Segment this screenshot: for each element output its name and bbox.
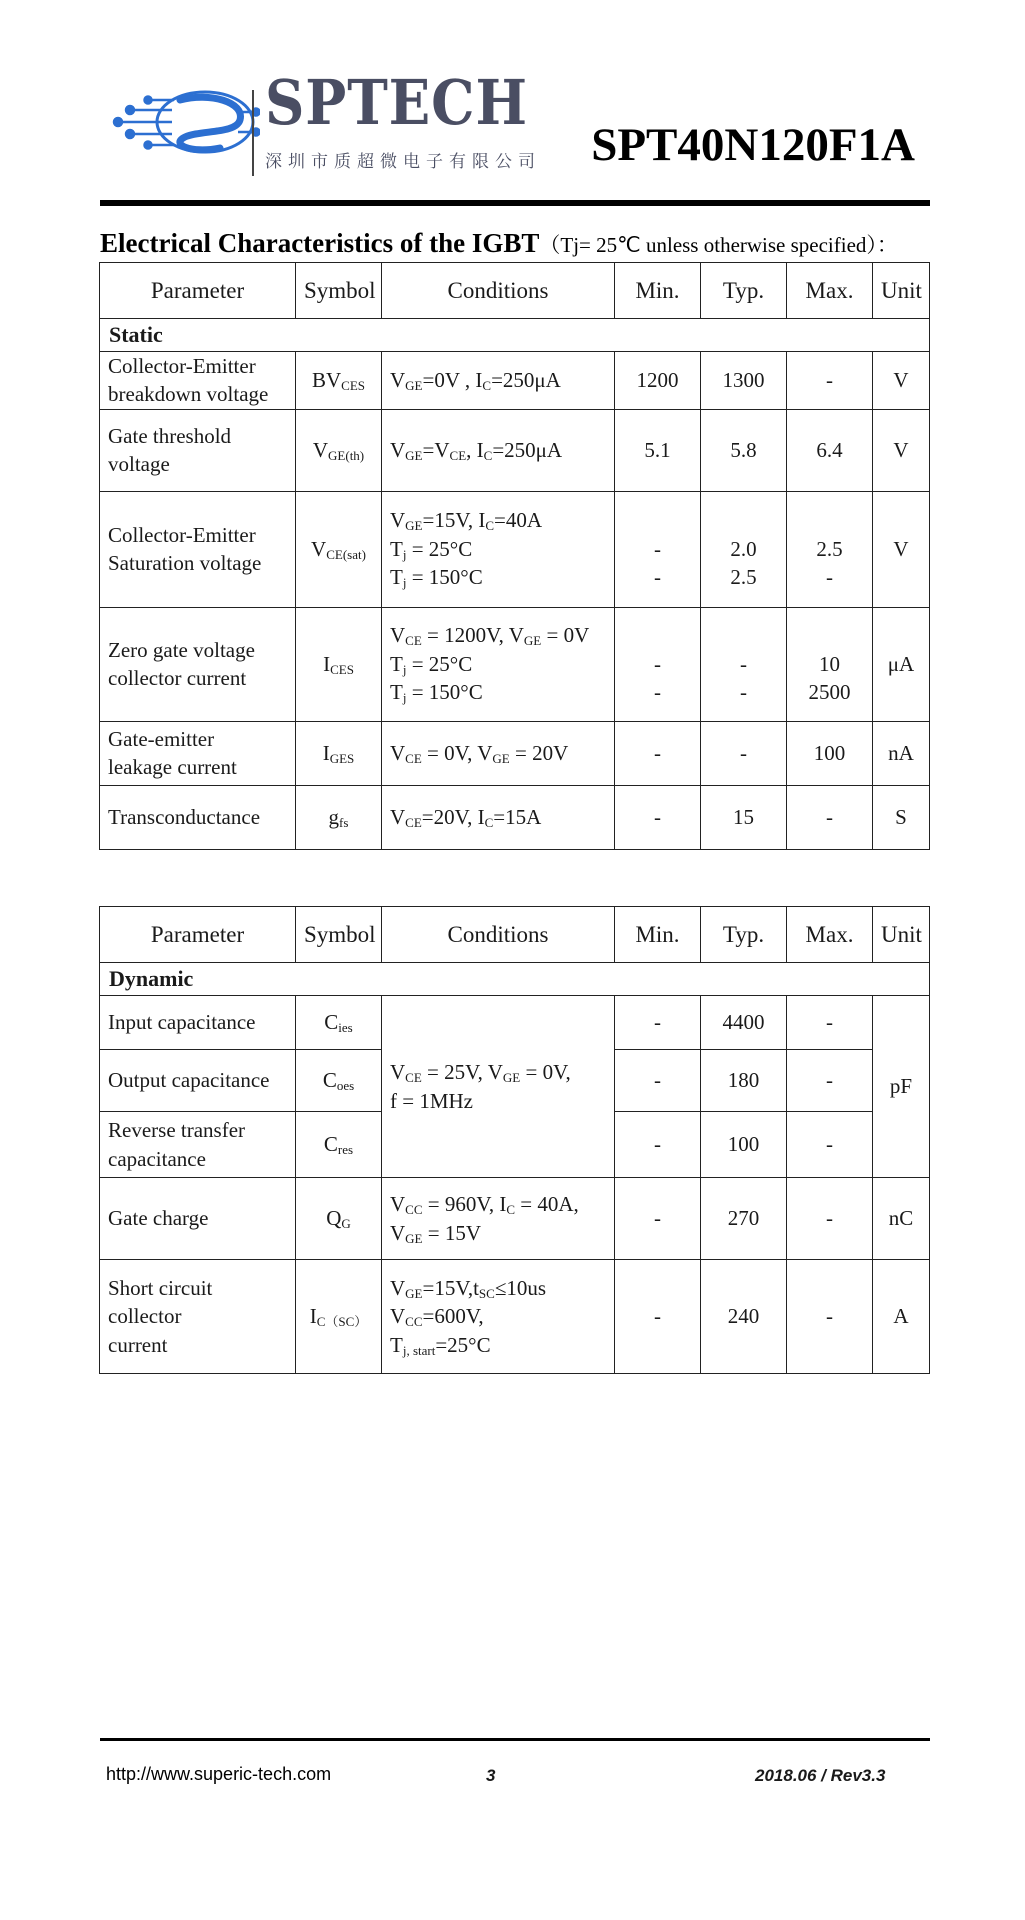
table-row (100, 1260, 930, 1374)
symbol-cell (296, 721, 382, 785)
min-cell: - - (615, 607, 701, 721)
col-typ: Typ. (701, 263, 787, 319)
unit-cell: nA (873, 721, 930, 785)
symbol-main: C (323, 1132, 338, 1157)
section-title-text: Electrical Characteristics of the IGBT (100, 228, 540, 258)
unit-cell: V (873, 409, 930, 491)
symbol-cell (296, 352, 382, 410)
parameter-cell: Transconductance (100, 785, 296, 849)
typ-cell: 270 (701, 1178, 787, 1260)
group-row (100, 319, 930, 352)
max-cell: - (787, 1112, 873, 1178)
symbol-subscript: CES (341, 378, 366, 394)
table-row (100, 352, 930, 410)
typ-cell: - - (701, 607, 787, 721)
typ-cell: 240 (701, 1260, 787, 1374)
parameter-cell: Collector-Emitter breakdown voltage (100, 352, 296, 410)
min-cell: - (615, 721, 701, 785)
typ-cell: 1300 (701, 352, 787, 410)
conditions-cell: $V_{GE}=15V,t_{SC}\le 10us$ $V_{CC}=600V$, $T_{j, start}=25^\circ C$ (382, 1260, 615, 1374)
symbol-main: V (311, 536, 327, 561)
symbol-subscript: CES (330, 661, 354, 677)
symbol-cell (296, 607, 382, 721)
typ-cell: 4400 (701, 996, 787, 1050)
max-cell: - (787, 785, 873, 849)
symbol-cell (296, 409, 382, 491)
conditions-cell: $V_{GE}=0V$ , $I_C=250\mu A$ (382, 352, 615, 410)
typ-cell: 5.8 (701, 409, 787, 491)
symbol-main: Q (326, 1206, 342, 1231)
symbol-cell (296, 1178, 382, 1260)
symbol-cell (296, 785, 382, 849)
static-characteristics-table (99, 262, 930, 850)
col-symbol: Symbol (296, 263, 382, 319)
unit-cell: nC (873, 1178, 930, 1260)
unit-cell: A (873, 1260, 930, 1374)
parameter-cell: Gate threshold voltage (100, 409, 296, 491)
col-symbol: Symbol (296, 907, 382, 963)
table-row (100, 1178, 930, 1260)
group-label-dynamic: Dynamic (100, 963, 930, 996)
unit-cell: μA (873, 607, 930, 721)
parameter-cell: Zero gate voltage collector current (100, 607, 296, 721)
min-cell: 1200 (615, 352, 701, 410)
min-cell: - (615, 1260, 701, 1374)
conditions-cell: $V_{CC} = 960V$, $I_C = 40A$, $V_{GE} = 15V$ (382, 1178, 615, 1260)
brand-name: SPTECH (265, 66, 528, 139)
symbol-subscript: GE(th) (328, 447, 365, 463)
footer-rule (100, 1738, 930, 1741)
symbol-main: I (309, 1304, 317, 1329)
parameter-cell: Reverse transfer capacitance (100, 1112, 296, 1178)
min-cell: - (615, 1050, 701, 1112)
symbol-cell (296, 1260, 382, 1374)
unit-cell: V (873, 352, 930, 410)
min-cell: - (615, 1178, 701, 1260)
dynamic-characteristics-table (99, 906, 930, 1374)
col-conditions: Conditions (382, 263, 615, 319)
symbol-subscript: C（SC） (316, 1314, 368, 1330)
symbol-cell (296, 1112, 382, 1178)
col-parameter: Parameter (100, 907, 296, 963)
col-unit: Unit (873, 263, 930, 319)
conditions-cell: $V_{GE}=15V$, $I_C=40A$ $T_j = 25^\circ C$ $T_j = 150^\circ C$ (382, 491, 615, 607)
col-max: Max. (787, 263, 873, 319)
col-max: Max. (787, 907, 873, 963)
min-cell: - (615, 1112, 701, 1178)
symbol-main: g (328, 804, 340, 829)
parameter-cell: Output capacitance (100, 1050, 296, 1112)
symbol-main: C (324, 1010, 339, 1035)
shared-unit-cell: pF (873, 996, 930, 1178)
logo-divider (252, 90, 254, 176)
parameter-cell: Collector-Emitter Saturation voltage (100, 491, 296, 607)
max-cell: - (787, 1178, 873, 1260)
symbol-subscript: G (341, 1216, 351, 1232)
min-cell: 5.1 (615, 409, 701, 491)
conditions-cell: $V_{GE}=V_{CE}$, $I_C=250\mu A$ (382, 409, 615, 491)
symbol-main: I (323, 651, 331, 676)
table-row (100, 409, 930, 491)
parameter-cell: Gate-emitter leakage current (100, 721, 296, 785)
min-cell: - (615, 785, 701, 849)
parameter-cell: Gate charge (100, 1178, 296, 1260)
parameter-cell: Short circuit collector current (100, 1260, 296, 1374)
symbol-subscript: fs (339, 814, 349, 830)
col-conditions: Conditions (382, 907, 615, 963)
symbol-cell (296, 996, 382, 1050)
min-cell: - - (615, 491, 701, 607)
unit-cell: S (873, 785, 930, 849)
max-cell: 6.4 (787, 409, 873, 491)
page-number: 3 (486, 1766, 496, 1785)
symbol-main: V (312, 437, 329, 462)
table-row (100, 721, 930, 785)
brand-chinese-name: 深圳市质超微电子有限公司 (265, 152, 541, 172)
dynamic-rows (100, 996, 930, 1374)
min-cell: - (615, 996, 701, 1050)
max-cell: - (787, 1050, 873, 1112)
header-rule (100, 200, 930, 206)
max-cell: - (787, 996, 873, 1050)
table-header-row (100, 907, 930, 963)
part-number: SPT40N120F1A (591, 119, 915, 171)
table-row (100, 607, 930, 721)
max-cell: - (787, 352, 873, 410)
max-cell: 2.5 - (787, 491, 873, 607)
typ-cell: 100 (701, 1112, 787, 1178)
symbol-subscript: res (337, 1142, 354, 1158)
group-row (100, 963, 930, 996)
col-unit: Unit (873, 907, 930, 963)
table-row (100, 491, 930, 607)
symbol-main: I (322, 740, 330, 765)
group-label-static: Static (100, 319, 930, 352)
table-header-row (100, 263, 930, 319)
symbol-subscript: GES (329, 750, 355, 766)
symbol-main: C (322, 1068, 337, 1093)
unit-cell: V (873, 491, 930, 607)
conditions-cell: $V_{CE}=20V$, $I_C=15A$ (382, 785, 615, 849)
static-rows (100, 352, 930, 850)
col-typ: Typ. (701, 907, 787, 963)
shared-conditions-cell: $V_{CE} = 25V$, $V_{GE} = 0V$, f = 1MHz (382, 996, 615, 1178)
symbol-main: BV (311, 368, 342, 393)
col-min: Min. (615, 907, 701, 963)
revision: 2018.06 / Rev3.3 (755, 1766, 886, 1785)
symbol-subscript: ies (338, 1020, 353, 1036)
conditions-cell: $V_{CE} = 1200V$, $V_{GE} = 0V$ $T_j = 25^\circ C$ $T_j = 150^\circ C$ (382, 607, 615, 721)
typ-cell: 2.0 2.5 (701, 491, 787, 607)
max-cell: 100 (787, 721, 873, 785)
conditions-cell: $V_{CE} = 0V$, $V_{GE} = 20V$ (382, 721, 615, 785)
typ-cell: 180 (701, 1050, 787, 1112)
table-row (100, 996, 930, 1050)
symbol-cell (296, 491, 382, 607)
parameter-cell: Input capacitance (100, 996, 296, 1050)
symbol-cell (296, 1050, 382, 1112)
footer-url[interactable]: http://www.superic-tech.com (106, 1764, 332, 1784)
section-condition: （Tj= 25℃ unless otherwise specified）： (539, 233, 898, 257)
table-row (100, 785, 930, 849)
max-cell: 10 2500 (787, 607, 873, 721)
typ-cell: - (701, 721, 787, 785)
symbol-subscript: oes (336, 1078, 355, 1094)
symbol-subscript: CE(sat) (326, 546, 366, 562)
section-title (100, 228, 898, 259)
col-min: Min. (615, 263, 701, 319)
max-cell: - (787, 1260, 873, 1374)
sptech-logo-icon (110, 82, 260, 168)
typ-cell: 15 (701, 785, 787, 849)
col-parameter: Parameter (100, 263, 296, 319)
